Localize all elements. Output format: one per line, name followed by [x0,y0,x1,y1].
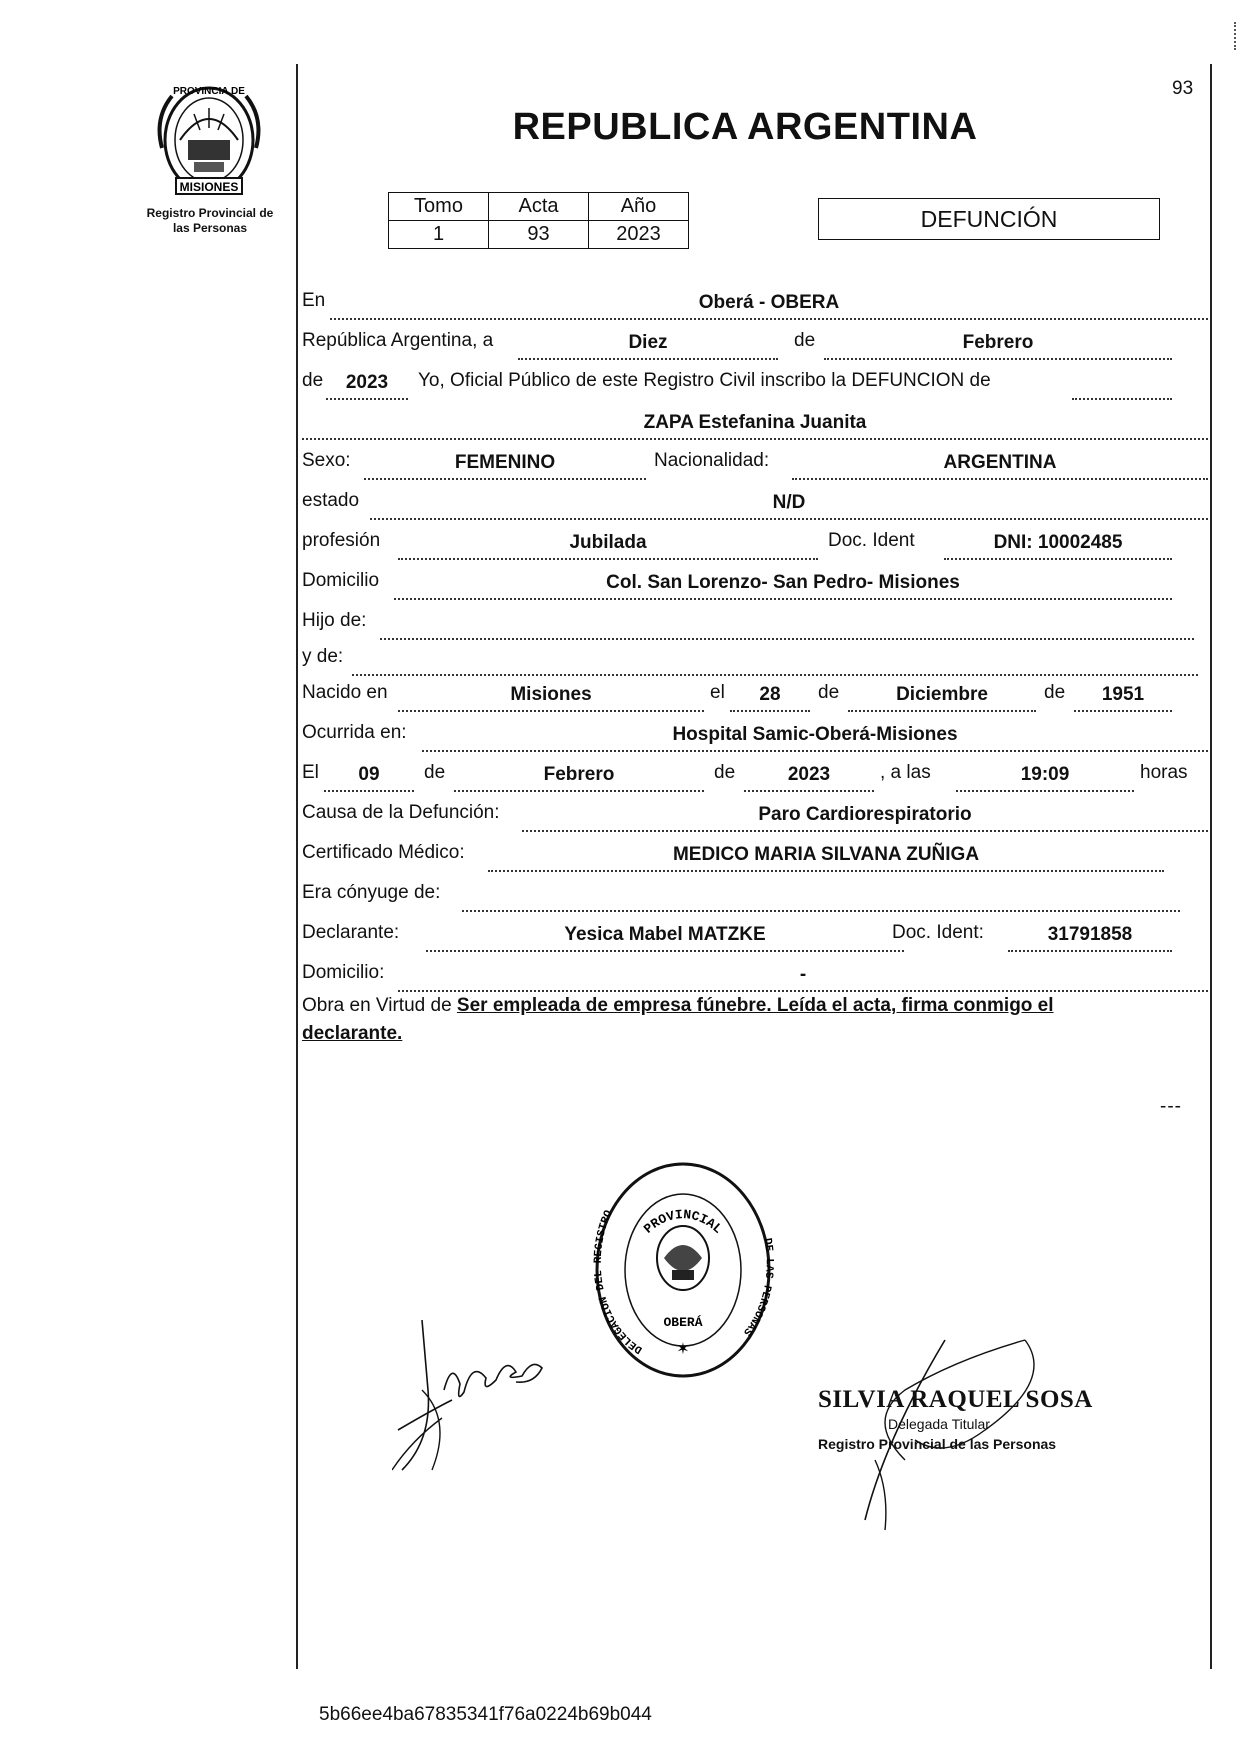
emblem-caption-line2: las Personas [172,221,248,235]
label-doc-ident: Doc. Ident [828,530,915,551]
row-sexo [302,446,1208,480]
label-certificado: Certificado Médico: [302,842,465,863]
label-declarante: Declarante: [302,922,400,943]
label-el-cap: El [302,762,319,783]
record-table [388,192,689,249]
label-de-year: de [302,370,324,391]
row-certificado [302,838,1208,872]
field-dia: Diez [518,332,778,360]
label-horas: horas [1140,762,1188,783]
field-profesion: Jubilada [398,532,818,560]
field-nac-mes: Diciembre [848,684,1036,712]
record-header-acta: Acta [489,193,589,221]
label-de-4: de [714,762,736,783]
emblem-text-top: PROVINCIA DE [173,86,245,97]
field-nac-dia: 28 [730,684,810,712]
field-def-dia: 09 [324,764,414,792]
label-nacido-en: Nacido en [302,682,388,703]
field-obra-line1: Ser empleada de empresa fúnebre. Leída el acta, firma conmigo el [456,995,1054,1016]
label-el: el [710,682,725,703]
official-role: Delegada Titular [888,1416,990,1432]
record-header-anio: Año [589,193,689,221]
record-value-row [389,221,689,249]
label-hijo-de: Hijo de: [302,610,367,631]
label-ocurrida-en: Ocurrida en: [302,722,407,743]
label-profesion: profesión [302,530,381,551]
field-sexo: FEMENINO [364,452,646,480]
row-causa [302,798,1208,832]
seal-text-left: DELEGACION DEL REGISTRO [592,1208,645,1356]
label-sexo: Sexo: [302,450,351,471]
document-title: REPUBLICA ARGENTINA [512,106,978,148]
row-anio [302,366,1208,400]
label-yo-oficial: Yo, Oficial Público de este Registro Civil inscribo la DEFUNCION de [418,370,991,391]
record-header-row [389,193,689,221]
provincial-emblem-icon [150,78,268,200]
label-doc-ident-2: Doc. Ident: [892,922,984,943]
label-de-2: de [1044,682,1066,703]
page-number: 93 [1172,78,1194,99]
row-conyuge [302,878,1208,912]
record-value-tomo: 1 [389,221,489,249]
row-fecha-defuncion [302,758,1208,792]
seal-city: OBERÁ [663,1315,703,1330]
field-certificado: MEDICO MARIA SILVANA ZUÑIGA [488,844,1164,872]
emblem-text-bottom: MISIONES [179,180,239,194]
field-declarante-domicilio: - [398,964,1208,992]
field-declarante-doc: 31791858 [1008,924,1172,952]
label-nacionalidad: Nacionalidad: [654,450,770,471]
row-profesion [302,526,1208,560]
seal-text-right: DE LAS PERSONAS [740,1237,775,1338]
field-hijo-de [380,612,1194,640]
row-y-de [302,642,1208,676]
row-hijo-de [302,606,1208,640]
left-margin-line [296,64,298,1669]
field-anio: 2023 [326,372,408,400]
row-nombre [302,406,1208,440]
label-en: En [302,290,326,311]
registry-seal-icon [588,1158,778,1383]
emblem-caption-line1: Registro Provincial de [146,206,274,220]
field-domicilio: Col. San Lorenzo- San Pedro- Misiones [394,572,1172,600]
record-header-tomo: Tomo [389,193,489,221]
field-mes: Febrero [824,332,1172,360]
field-nombre: ZAPA Estefanina Juanita [302,412,1208,440]
row-lugar [302,286,1208,320]
field-def-mes: Febrero [454,764,704,792]
field-lugar: Oberá - OBERA [330,292,1208,320]
official-org: Registro Provincial de las Personas [818,1436,1057,1452]
field-nac-anio: 1951 [1074,684,1172,712]
field-def-anio: 2023 [744,764,874,792]
label-obra: Obra en Virtud de [302,995,452,1016]
right-margin-line [1210,64,1212,1669]
emblem-caption [120,206,300,236]
row-domicilio-2 [302,958,1208,992]
seal-text-top: PROVINCIAL [640,1207,726,1237]
seal-star: ✶ [676,1341,690,1358]
obra-en-virtud [302,992,1202,1048]
label-domicilio: Domicilio [302,570,380,591]
footer-hash: 5b66ee4ba67835341f76a0224b69b044 [319,1704,652,1725]
label-de-1: de [818,682,840,703]
row-ocurrida [302,718,1208,752]
row-fecha [302,326,1208,360]
official-name: SILVIA RAQUEL SOSA [818,1386,1093,1413]
record-value-anio: 2023 [589,221,689,249]
field-estado: N/D [370,492,1208,520]
label-conyuge: Era cónyuge de: [302,882,441,903]
field-causa: Paro Cardiorespiratorio [522,804,1208,832]
label-causa: Causa de la Defunción: [302,802,500,823]
label-de-month: de [794,330,816,351]
field-conyuge [462,884,1180,912]
label-de-3: de [424,762,446,783]
trailing-mark: --- [1160,1096,1182,1117]
field-nacido-en: Misiones [398,684,704,712]
field-declarante: Yesica Mabel MATZKE [426,924,904,952]
label-y-de: y de: [302,646,344,667]
label-republica: República Argentina, a [302,330,494,351]
field-y-de [352,648,1198,676]
document-type-box: DEFUNCIÓN [818,198,1160,240]
label-a-las: , a las [880,762,931,783]
field-nacionalidad: ARGENTINA [792,452,1208,480]
corner-mark [1234,22,1242,50]
row-nacido [302,678,1208,712]
field-obra-line2: declarante. [302,1023,403,1044]
row-domicilio [302,566,1208,600]
field-doc-ident: DNI: 10002485 [944,532,1172,560]
record-value-acta: 93 [489,221,589,249]
field-defuncion-trailing [1072,372,1172,400]
row-declarante [302,918,1208,952]
row-estado [302,486,1208,520]
label-estado: estado [302,490,360,511]
field-def-hora: 19:09 [956,764,1134,792]
field-ocurrida-en: Hospital Samic-Oberá-Misiones [422,724,1208,752]
declarant-signature-icon [392,1320,572,1475]
label-domicilio-2: Domicilio: [302,962,385,983]
